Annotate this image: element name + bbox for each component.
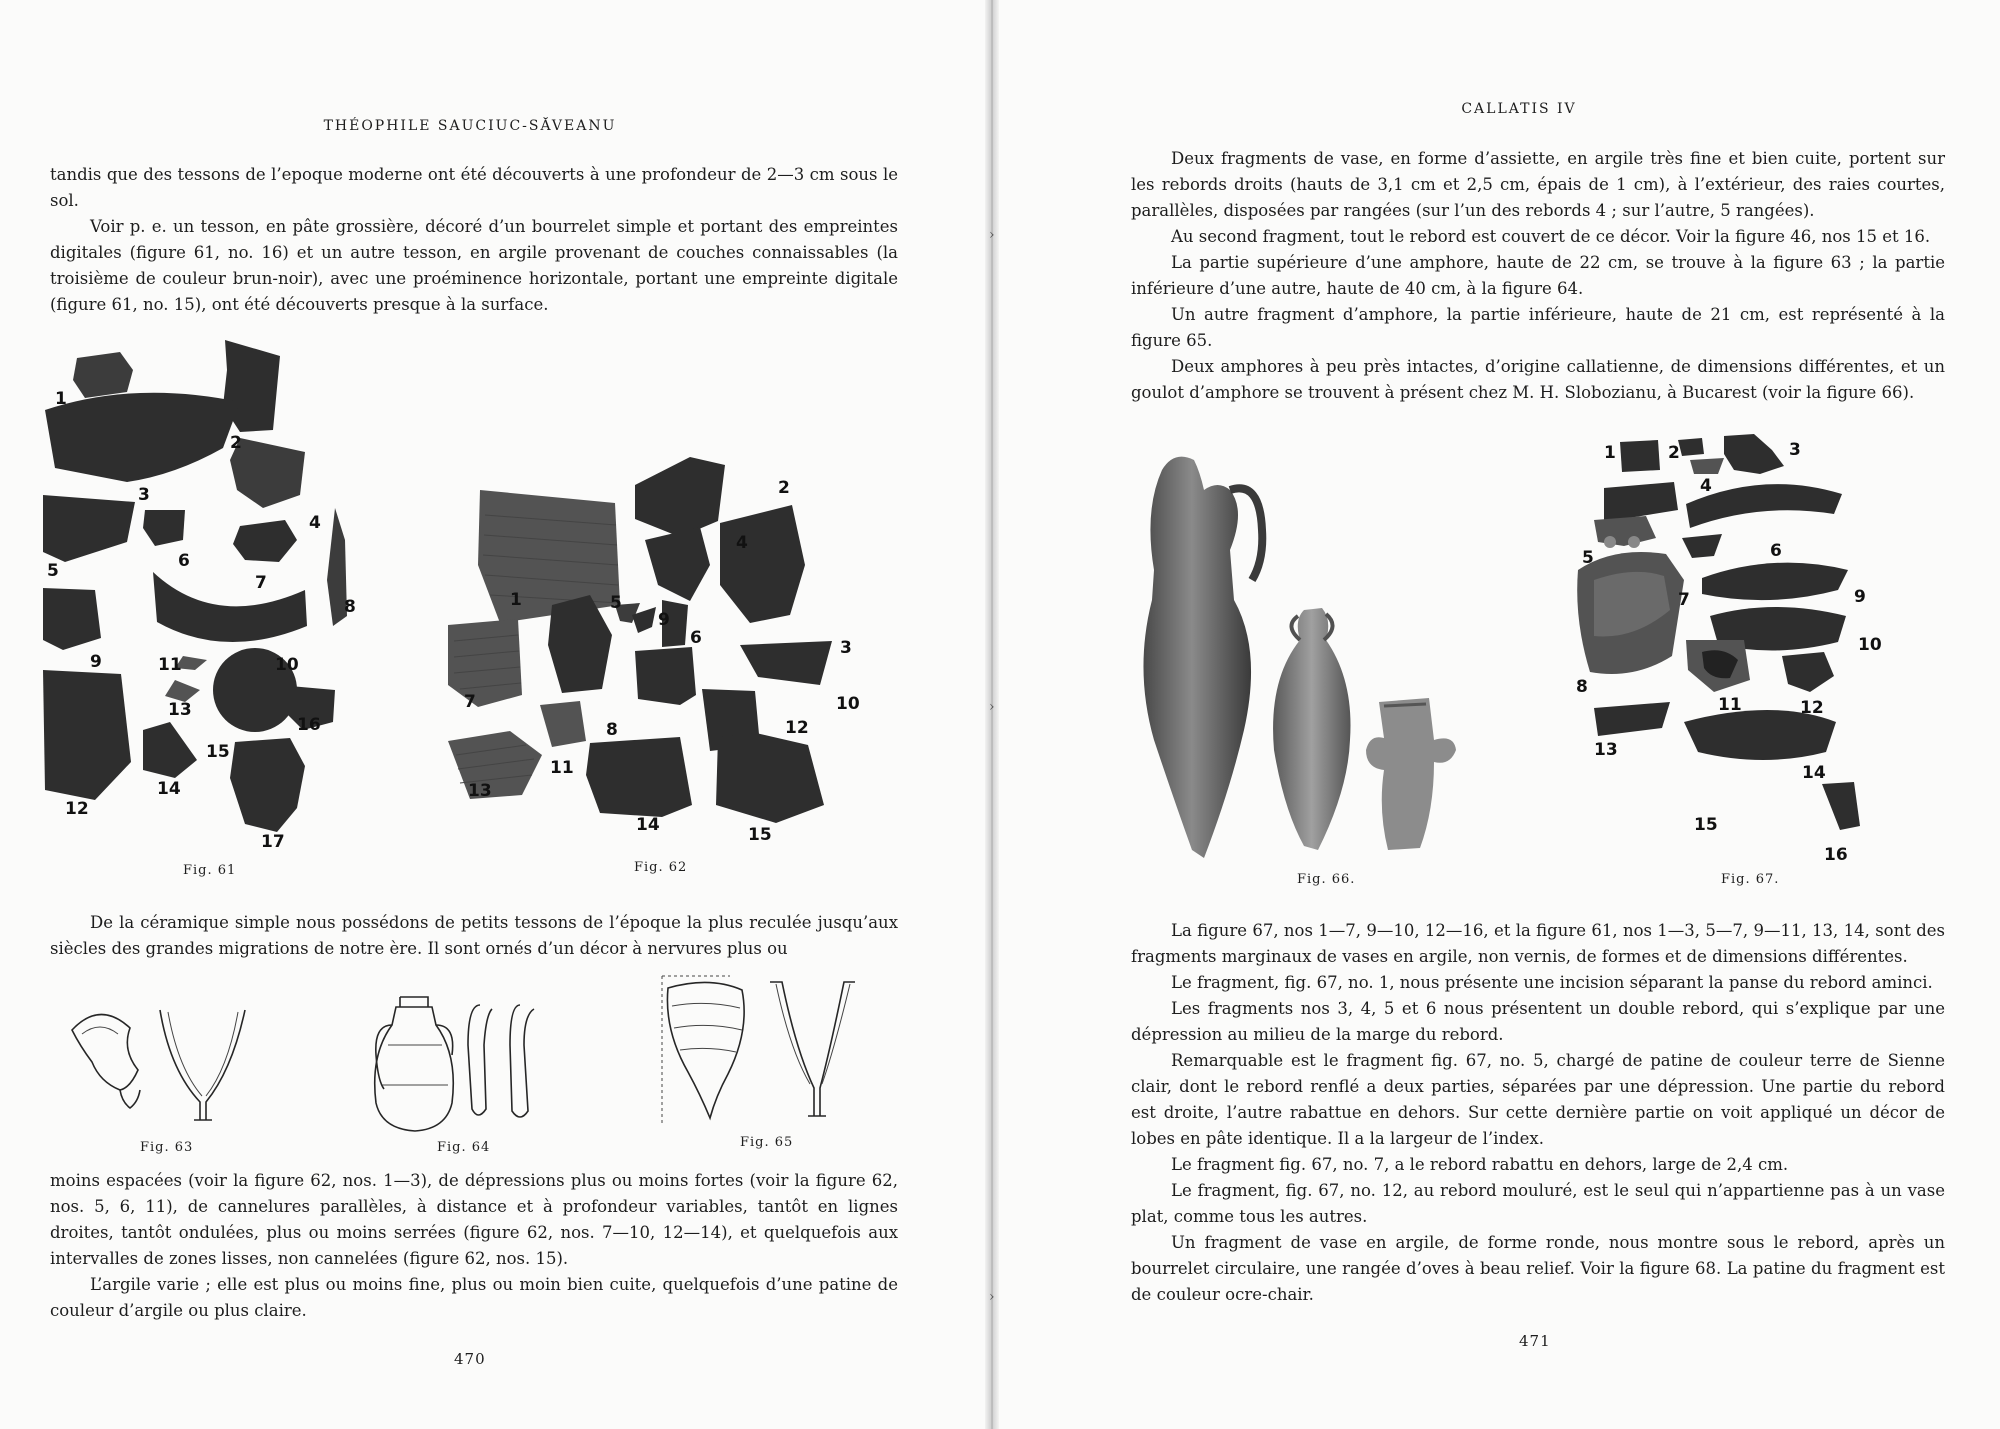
paragraph: Le fragment fig. 67, no. 7, a le rebord rabattu en dehors, large de 2,4 cm. [1171, 1155, 1789, 1174]
paragraph: Voir p. e. un tesson, en pâte grossière, décoré d’un bourrelet simple et portant des empreintes digitales (figure 61, no. 16) et un autre tesson, en argile provenant de couches connaissables (la troisième de couleur brun-noir), avec une proéminence horizontale, portant une empreinte digitale (figure 61, no. 15), ont été découverts presque à la surface. [50, 217, 898, 314]
fig62-label: 15 [748, 825, 772, 845]
fig62-label: 9 [658, 610, 670, 630]
running-head: CALLATIS IV [1461, 101, 1577, 117]
fig67-label: 9 [1854, 587, 1866, 607]
fig61-label: 3 [138, 485, 150, 505]
sherd-group [43, 340, 347, 832]
fig67-label: 10 [1858, 635, 1882, 655]
fig61-label: 1 [55, 389, 67, 409]
running-head: THÉOPHILE SAUCIUC-SĂVEANU [323, 118, 617, 134]
gutter-mark: › [989, 227, 995, 243]
fig61-label: 4 [309, 513, 321, 533]
figure-62-sherds [440, 445, 880, 845]
fig67-label: 7 [1678, 590, 1690, 610]
fig62-label: 2 [778, 478, 790, 498]
paragraph: La figure 67, nos 1—7, 9—10, 12—16, et la figure 61, nos 1—3, 5—7, 9—11, 13, 14, sont des fragments marginaux de vases en argile, non vernis, de formes et de dimensions différentes. [1131, 921, 1945, 966]
fig61-label: 6 [178, 551, 190, 571]
fig62-label: 8 [606, 720, 618, 740]
fig67-label: 15 [1694, 815, 1718, 835]
fig62-label: 14 [636, 815, 660, 835]
fig61-label: 11 [158, 655, 182, 675]
fig62-label: 10 [836, 694, 860, 714]
right-page [999, 0, 2000, 1429]
fig61-label: 13 [168, 700, 192, 720]
paragraph: Remarquable est le fragment fig. 67, no. 5, chargé de patine de couleur terre de Sienne clair, dont le rebord renflé a deux parties, séparées par une dépression. Une partie du rebord est droite, l’autre rabattue en dehors. Sur cette dernière partie on voit appliqué un décor de lobes en pâte identique. Il a la largeur de l’index. [1131, 1051, 1945, 1148]
fig62-label: 3 [840, 638, 852, 658]
gutter-mark: › [989, 699, 995, 715]
fig61-label: 10 [275, 655, 299, 675]
paragraph: moins espacées (voir la figure 62, nos. 1—3), de dépressions plus ou moins fortes (voir la figure 62, nos. 5, 6, 11), de cannelures parallèles, à distance et à profondeur variables, tantôt en lignes droites, tantôt ondulées, plus ou moins serrées (figure 62, nos. 7—10, 12—14), et quelquefois aux intervalles de zones lisses, non cannelées (figure 62, nos. 15). [50, 1171, 898, 1268]
fig67-label: 8 [1576, 677, 1588, 697]
paragraph: Deux fragments de vase, en forme d’assiette, en argile très fine et bien cuite, portent sur les rebords droits (hauts de 3,1 cm et 2,5 cm, épais de 1 cm), à l’extérieur, des raies courtes, parallèles, disposées par rangées (sur l’un des rebords 4 ; sur l’autre, 5 rangées). [1131, 149, 1945, 220]
fig61-label: 2 [230, 433, 242, 453]
sherd-group [448, 457, 832, 823]
fig61-label: 9 [90, 652, 102, 672]
fig61-label: 12 [65, 799, 89, 819]
paragraph: Un fragment de vase en argile, de forme ronde, nous montre sous le rebord, après un bourrelet circulaire, une rangée d’oves à beau relief. Voir la figure 68. La patine du fragment est de couleur ocre-chair. [1131, 1233, 1945, 1304]
paragraph: Au second fragment, tout le rebord est couvert de ce décor. Voir la figure 46, nos 15 et 16. [1171, 227, 1931, 246]
figure-caption: Fig. 65 [740, 1135, 794, 1150]
figure-61-sherds [35, 330, 365, 850]
fig67-label: 4 [1700, 476, 1712, 496]
figure-caption: Fig. 63 [140, 1140, 194, 1155]
paragraph: De la céramique simple nous possédons de petits tessons de l’époque la plus reculée jusqu’aux siècles des grandes migrations de notre ère. Il sont ornés d’un décor à nervures plus ou [50, 913, 898, 958]
fig67-label: 5 [1582, 548, 1594, 568]
figure-64-drawing [360, 985, 560, 1145]
fig61-label: 16 [297, 715, 321, 735]
fig67-label: 1 [1604, 443, 1616, 463]
figure-63-drawing [60, 990, 260, 1140]
fig61-label: 14 [157, 779, 181, 799]
fig67-label: 3 [1789, 440, 1801, 460]
fig67-label: 2 [1668, 443, 1680, 463]
paragraph: tandis que des tessons de l’epoque moderne ont été découverts à une profondeur de 2—3 cm sous le sol. [50, 165, 898, 210]
fig62-label: 11 [550, 758, 574, 778]
paragraph: La partie supérieure d’une amphore, haute de 22 cm, se trouve à la figure 63 ; la partie inférieure d’une autre, haute de 40 cm, à la figure 64. [1131, 253, 1945, 298]
fig62-label: 1 [510, 590, 522, 610]
figure-67-sherds [1574, 430, 1954, 870]
fig62-label: 5 [610, 593, 622, 613]
paragraph: Un autre fragment d’amphore, la partie inférieure, haute de 21 cm, est représenté à la figure 65. [1131, 305, 1945, 350]
fig61-label: 7 [255, 573, 267, 593]
figure-caption: Fig. 66. [1297, 872, 1356, 887]
fig61-label: 5 [47, 561, 59, 581]
fig67-label: 11 [1718, 695, 1742, 715]
fig61-label: 8 [344, 597, 356, 617]
fig67-label: 13 [1594, 740, 1618, 760]
paragraph: Le fragment, fig. 67, no. 12, au rebord mouluré, est le seul qui n’appartienne pas à un vase plat, comme tous les autres. [1131, 1181, 1945, 1226]
paragraph: Les fragments nos 3, 4, 5 et 6 nous présentent un double rebord, qui s’explique par une dépression au milieu de la marge du rebord. [1131, 999, 1945, 1044]
fig62-label: 7 [464, 692, 476, 712]
figure-caption: Fig. 67. [1721, 872, 1780, 887]
page-number: 470 [454, 1350, 486, 1368]
fig67-label: 12 [1800, 698, 1824, 718]
page-number: 471 [1519, 1332, 1551, 1350]
fig67-label: 6 [1770, 541, 1782, 561]
fig62-label: 13 [468, 781, 492, 801]
paragraph: Deux amphores à peu près intactes, d’origine callatienne, de dimensions différentes, et un goulot d’amphore se trouvent à présent chez M. H. Slobozianu, à Bucarest (voir la figure 66). [1131, 357, 1945, 402]
figure-66-photo [1134, 450, 1494, 870]
fig61-label: 17 [261, 832, 285, 850]
fig62-label: 6 [690, 628, 702, 648]
fig67-label: 14 [1802, 763, 1826, 783]
fig62-label: 12 [785, 718, 809, 738]
figure-caption: Fig. 64 [437, 1140, 491, 1155]
figure-caption: Fig. 62 [634, 860, 688, 875]
paragraph: Le fragment, fig. 67, no. 1, nous présente une incision séparant la panse du rebord aminci. [1171, 973, 1933, 992]
paragraph: L’argile varie ; elle est plus ou moins fine, plus ou moin bien cuite, quelquefois d’une patine de couleur d’argile ou plus claire. [50, 1275, 898, 1320]
fig67-label: 16 [1824, 845, 1848, 865]
figure-caption: Fig. 61 [183, 863, 237, 878]
left-page [0, 0, 985, 1429]
fig61-label: 15 [206, 742, 230, 762]
figure-65-drawing [650, 970, 880, 1130]
gutter-mark: › [989, 1289, 995, 1305]
fig62-label: 4 [736, 533, 748, 553]
